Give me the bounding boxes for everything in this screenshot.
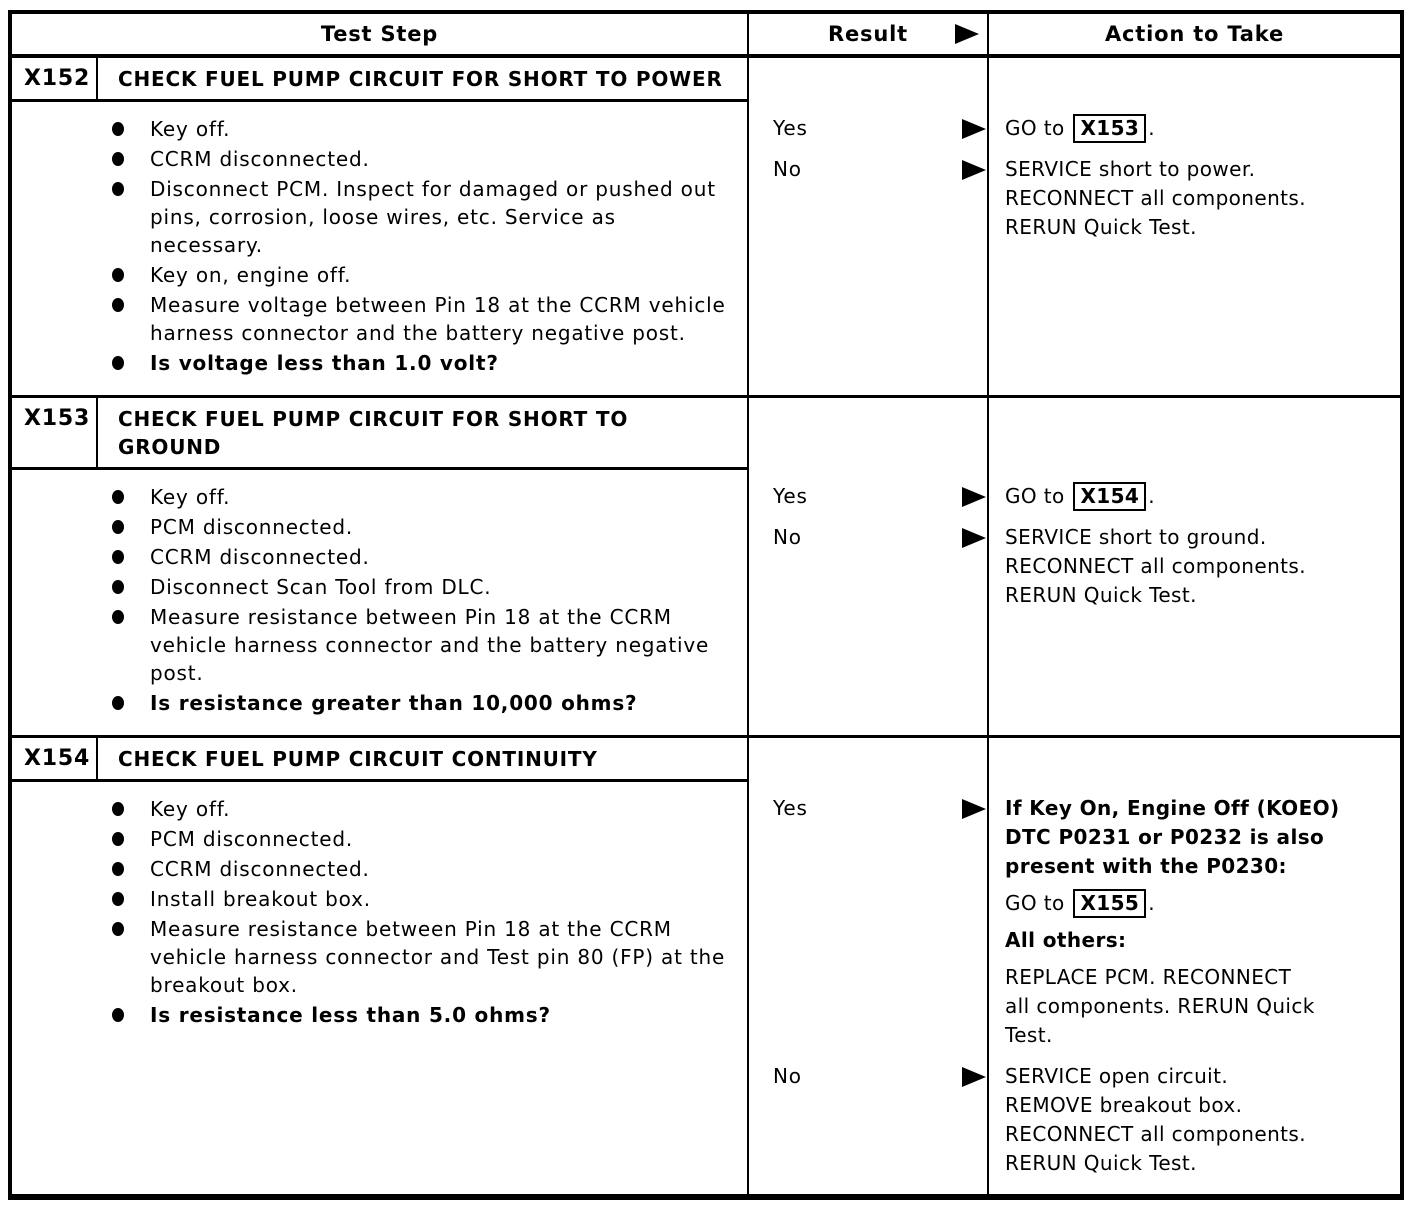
goto-action-block <box>1005 889 1394 918</box>
result-action-pair <box>749 155 1400 242</box>
goto-action-block <box>1005 114 1394 143</box>
result-action-cell <box>747 58 1400 395</box>
step-text: PCM disconnected. <box>150 515 353 539</box>
step-id: X152 <box>12 58 98 99</box>
step-title: CHECK FUEL PUMP CIRCUIT FOR SHORT TO POWER <box>118 67 723 91</box>
step-text: Is resistance less than 5.0 ohms? <box>150 1003 551 1027</box>
bullet-icon <box>112 915 150 999</box>
step-question-item <box>12 689 735 717</box>
action-line: RERUN Quick Test. <box>1005 1151 1197 1175</box>
step-text: Disconnect Scan Tool from DLC. <box>150 575 492 599</box>
step-instruction-list <box>12 102 747 395</box>
goto-prefix: GO to <box>1005 116 1072 140</box>
action-line: RECONNECT all components. <box>1005 554 1306 578</box>
action-block <box>1005 794 1394 881</box>
test-step-row <box>12 395 1400 735</box>
step-header <box>12 58 747 102</box>
step-instruction-item <box>12 115 735 143</box>
step-instruction-item <box>12 175 735 259</box>
step-instruction-item <box>12 885 735 913</box>
action-cell <box>989 794 1400 1050</box>
result-label: Yes <box>773 796 808 820</box>
action-line <box>1005 482 1394 511</box>
action-line: RECONNECT all components. <box>1005 186 1306 210</box>
step-text: Measure resistance between Pin 18 at the CCRM vehicle harness connector and the battery negative post. <box>150 605 710 685</box>
step-text: CCRM disconnected. <box>150 857 370 881</box>
step-reference-box: X155 <box>1073 889 1146 918</box>
step-instruction-list <box>12 782 747 1194</box>
result-arrow-icon <box>962 160 986 180</box>
step-instruction-item <box>12 603 735 687</box>
step-text: Is voltage less than 1.0 volt? <box>150 351 499 375</box>
step-instruction-item <box>12 855 735 883</box>
test-step-header-label: Test Step <box>320 22 439 46</box>
action-line: All others: <box>1005 928 1127 952</box>
bullet-icon <box>112 1001 150 1029</box>
bullet-icon <box>112 825 150 853</box>
step-title: CHECK FUEL PUMP CIRCUIT FOR SHORT TO GROUND <box>118 407 629 459</box>
action-line <box>1005 889 1394 918</box>
step-text: Measure voltage between Pin 18 at the CCRM vehicle harness connector and the battery negative post. <box>150 293 726 345</box>
action-cell <box>989 155 1400 242</box>
table-header-row <box>12 14 1400 58</box>
step-id: X153 <box>12 398 98 467</box>
result-cell <box>749 1062 989 1178</box>
step-text: Key off. <box>150 485 231 509</box>
bullet-icon <box>112 689 150 717</box>
step-text: Key on, engine off. <box>150 263 352 287</box>
result-action-pair <box>749 523 1400 610</box>
result-action-pairs <box>749 398 1400 626</box>
step-instruction-item <box>12 291 735 347</box>
step-text: Is resistance greater than 10,000 ohms? <box>150 691 638 715</box>
action-line: REPLACE PCM. RECONNECT <box>1005 965 1292 989</box>
step-instruction-item <box>12 145 735 173</box>
step-text: Key off. <box>150 117 231 141</box>
step-title: CHECK FUEL PUMP CIRCUIT CONTINUITY <box>118 747 598 771</box>
result-arrow-icon <box>962 119 986 139</box>
column-header-action <box>989 14 1400 54</box>
step-id: X154 <box>12 738 98 779</box>
action-line: SERVICE short to power. <box>1005 157 1256 181</box>
result-header-label: Result <box>828 22 908 46</box>
bullet-icon <box>112 145 150 173</box>
result-arrow-icon <box>962 799 986 819</box>
step-instruction-item <box>12 483 735 511</box>
bullet-icon <box>112 885 150 913</box>
step-question-item <box>12 1001 735 1029</box>
result-label: No <box>773 525 802 549</box>
result-arrow-icon <box>962 487 986 507</box>
action-line: DTC P0231 or P0232 is also <box>1005 825 1325 849</box>
result-cell <box>749 114 989 143</box>
bullet-icon <box>112 543 150 571</box>
action-block <box>1005 1062 1394 1178</box>
action-line: RERUN Quick Test. <box>1005 583 1197 607</box>
result-action-pair <box>749 482 1400 511</box>
step-reference-box: X153 <box>1073 114 1146 143</box>
bullet-icon <box>112 603 150 687</box>
step-text: Disconnect PCM. Inspect for damaged or pushed out pins, corrosion, loose wires, etc. Service as necessary. <box>150 177 716 257</box>
bullet-icon <box>112 261 150 289</box>
action-line: present with the P0230: <box>1005 854 1287 878</box>
result-cell <box>749 155 989 242</box>
bullet-icon <box>112 291 150 347</box>
result-label: Yes <box>773 116 808 140</box>
bullet-icon <box>112 573 150 601</box>
bullet-icon <box>112 349 150 377</box>
result-cell <box>749 523 989 610</box>
step-instruction-item <box>12 261 735 289</box>
action-line <box>1005 114 1394 143</box>
action-cell <box>989 523 1400 610</box>
goto-action-block <box>1005 482 1394 511</box>
bullet-icon <box>112 513 150 541</box>
result-action-cell <box>747 398 1400 735</box>
step-text: CCRM disconnected. <box>150 147 370 171</box>
header-arrow-icon <box>955 24 979 44</box>
goto-prefix: GO to <box>1005 891 1072 915</box>
action-line: SERVICE open circuit. <box>1005 1064 1229 1088</box>
step-text: Install breakout box. <box>150 887 371 911</box>
bullet-icon <box>112 483 150 511</box>
step-header <box>12 738 747 782</box>
step-text: PCM disconnected. <box>150 827 353 851</box>
step-header <box>12 398 747 470</box>
result-action-cell <box>747 738 1400 1194</box>
result-arrow-icon <box>962 1067 986 1087</box>
bullet-icon <box>112 795 150 823</box>
result-label: Yes <box>773 484 808 508</box>
step-instruction-item <box>12 543 735 571</box>
goto-prefix: GO to <box>1005 484 1072 508</box>
column-header-test-step <box>12 14 749 54</box>
test-step-row <box>12 735 1400 1194</box>
step-instruction-item <box>12 795 735 823</box>
result-label: No <box>773 1064 802 1088</box>
result-cell <box>749 794 989 1050</box>
action-cell <box>989 1062 1400 1178</box>
action-line: all components. RERUN Quick <box>1005 994 1315 1018</box>
test-step-row <box>12 58 1400 395</box>
step-instruction-item <box>12 573 735 601</box>
result-cell <box>749 482 989 511</box>
result-action-pair <box>749 1062 1400 1178</box>
action-block <box>1005 523 1394 610</box>
result-action-pairs <box>749 58 1400 258</box>
column-header-result <box>749 14 989 54</box>
step-instruction-list <box>12 470 747 735</box>
step-text: Key off. <box>150 797 231 821</box>
result-action-pairs <box>749 738 1400 1194</box>
action-line: RERUN Quick Test. <box>1005 215 1197 239</box>
action-block <box>1005 926 1394 955</box>
action-line: SERVICE short to ground. <box>1005 525 1267 549</box>
step-text: Measure resistance between Pin 18 at the CCRM vehicle harness connector and Test pin 80 (FP) at the breakout box. <box>150 917 726 997</box>
action-cell <box>989 482 1400 511</box>
action-header-label: Action to Take <box>1104 22 1285 46</box>
pinpoint-test-table <box>8 10 1404 1200</box>
action-line: If Key On, Engine Off (KOEO) <box>1005 796 1340 820</box>
goto-suffix: . <box>1148 891 1155 915</box>
action-block <box>1005 963 1394 1050</box>
action-line: Test. <box>1005 1023 1053 1047</box>
result-action-pair <box>749 794 1400 1050</box>
step-question-item <box>12 349 735 377</box>
step-instruction-item <box>12 915 735 999</box>
action-line: REMOVE breakout box. <box>1005 1093 1243 1117</box>
result-label: No <box>773 157 802 181</box>
table-body <box>12 58 1400 1194</box>
action-line: RECONNECT all components. <box>1005 1122 1306 1146</box>
goto-suffix: . <box>1148 484 1155 508</box>
bullet-icon <box>112 175 150 259</box>
step-instruction-item <box>12 513 735 541</box>
bullet-icon <box>112 855 150 883</box>
result-arrow-icon <box>962 528 986 548</box>
goto-suffix: . <box>1148 116 1155 140</box>
action-cell <box>989 114 1400 143</box>
step-instruction-item <box>12 825 735 853</box>
action-block <box>1005 155 1394 242</box>
result-action-pair <box>749 114 1400 143</box>
bullet-icon <box>112 115 150 143</box>
step-text: CCRM disconnected. <box>150 545 370 569</box>
step-reference-box: X154 <box>1073 482 1146 511</box>
